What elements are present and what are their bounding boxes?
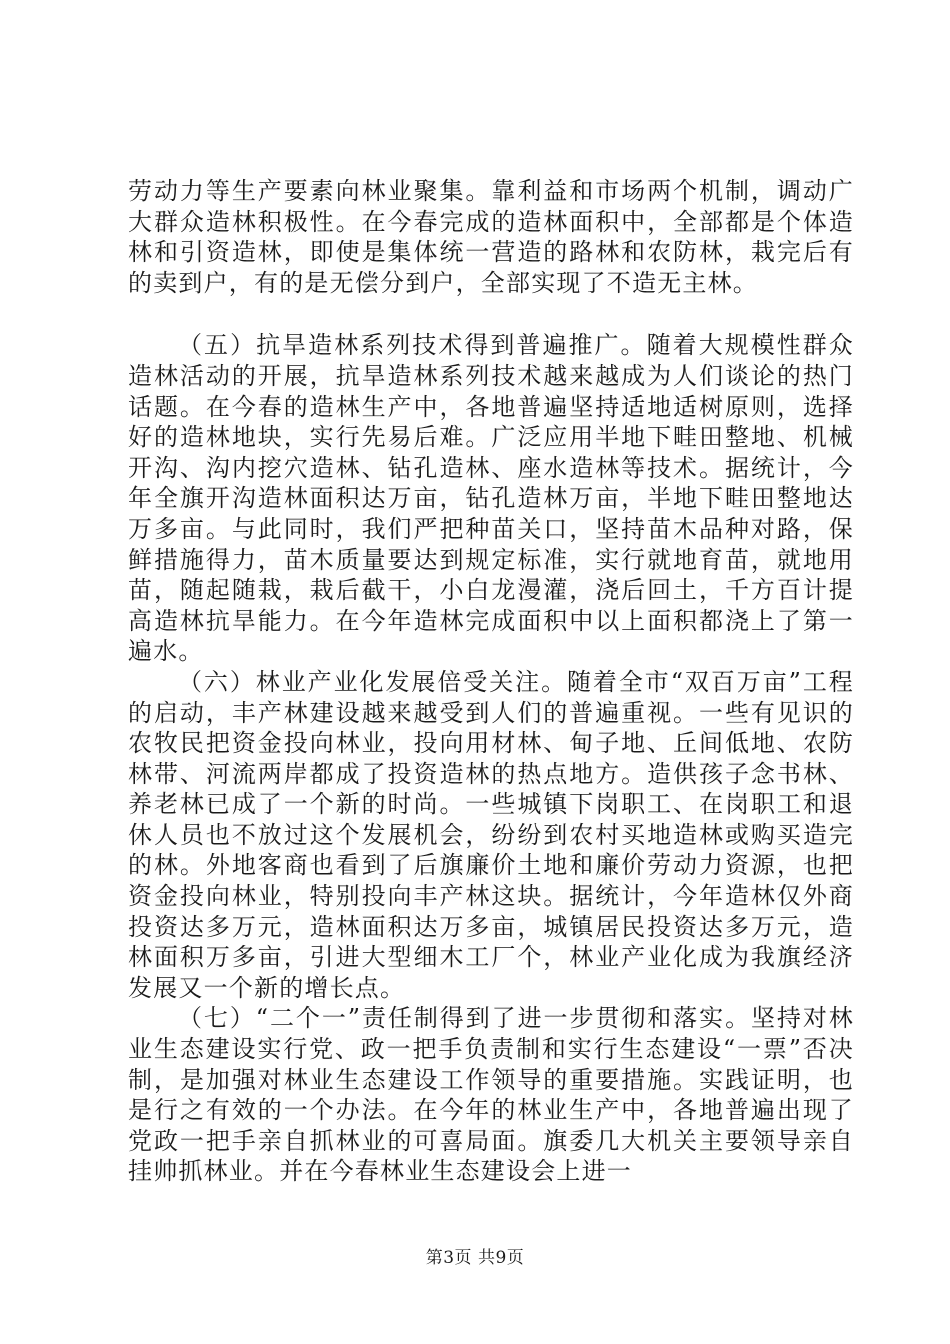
paragraph-3: （六）林业产业化发展倍受关注。随着全市“双百万亩”工程的启动，丰产林建设越来越受到人们的普遍重视。一些有见识的农牧民把资金投向林业，投向用材林、甸子地、丘间低地、农防林带、河流两岸都成了投资造林的热点地方。造供孩子念书林、养老林已成了一个新的时尚。一些城镇下岗职工、在岗职工和退休人员也不放过这个发展机会，纷纷到农村买地造林或购买造完的林。外地客商也看到了后旗廉价土地和廉价劳动力资源，也把资金投向林业，特别投向丰产林这块。据统计，今年造林仅外商投资达多万元，造林面积达万多亩，城镇居民投资达多万元，造林面积万多亩，引进大型细木工厂个，林业产业化成为我旗经济发展又一个新的增长点。 (128, 667, 854, 1002)
document-body (128, 176, 854, 1187)
page-footer: 第3页 共9页 (425, 1248, 525, 1268)
paragraph-gap (128, 298, 854, 330)
paragraph-2: （五）抗旱造林系列技术得到普遍推广。随着大规模性群众造林活动的开展，抗旱造林系列技术越来越成为人们谈论的热门话题。在今春的造林生产中，各地普遍坚持适地适树原则，选择好的造林地块，实行先易后难。广泛应用半地下畦田整地、机械开沟、沟内挖穴造林、钻孔造林、座水造林等技术。据统计，今年全旗开沟造林面积达万亩，钻孔造林万亩，半地下畦田整地达万多亩。与此同时，我们严把种苗关口，坚持苗木品种对路，保鲜措施得力，苗木质量要达到规定标准，实行就地育苗，就地用苗，随起随栽，栽后截干，小白龙漫灌，浇后回土，千方百计提高造林抗旱能力。在今年造林完成面积中以上面积都浇上了第一遍水。 (128, 331, 854, 666)
paragraph-4: （七）“二个一”责任制得到了进一步贯彻和落实。坚持对林业生态建设实行党、政一把手负责制和实行生态建设“一票”否决制，是加强对林业生态建设工作领导的重要措施。实践证明，也是行之有效的一个办法。在今年的林业生产中，各地普遍出现了党政一把手亲自抓林业的可喜局面。旗委几大机关主要领导亲自挂帅抓林业。并在今春林业生态建设会上进一 (128, 1004, 854, 1186)
paragraph-1: 劳动力等生产要素向林业聚集。靠利益和市场两个机制，调动广大群众造林积极性。在今春完成的造林面积中，全部都是个体造林和引资造林，即使是集体统一营造的路林和农防林，栽完后有的卖到户，有的是无偿分到户，全部实现了不造无主林。 (128, 177, 854, 297)
